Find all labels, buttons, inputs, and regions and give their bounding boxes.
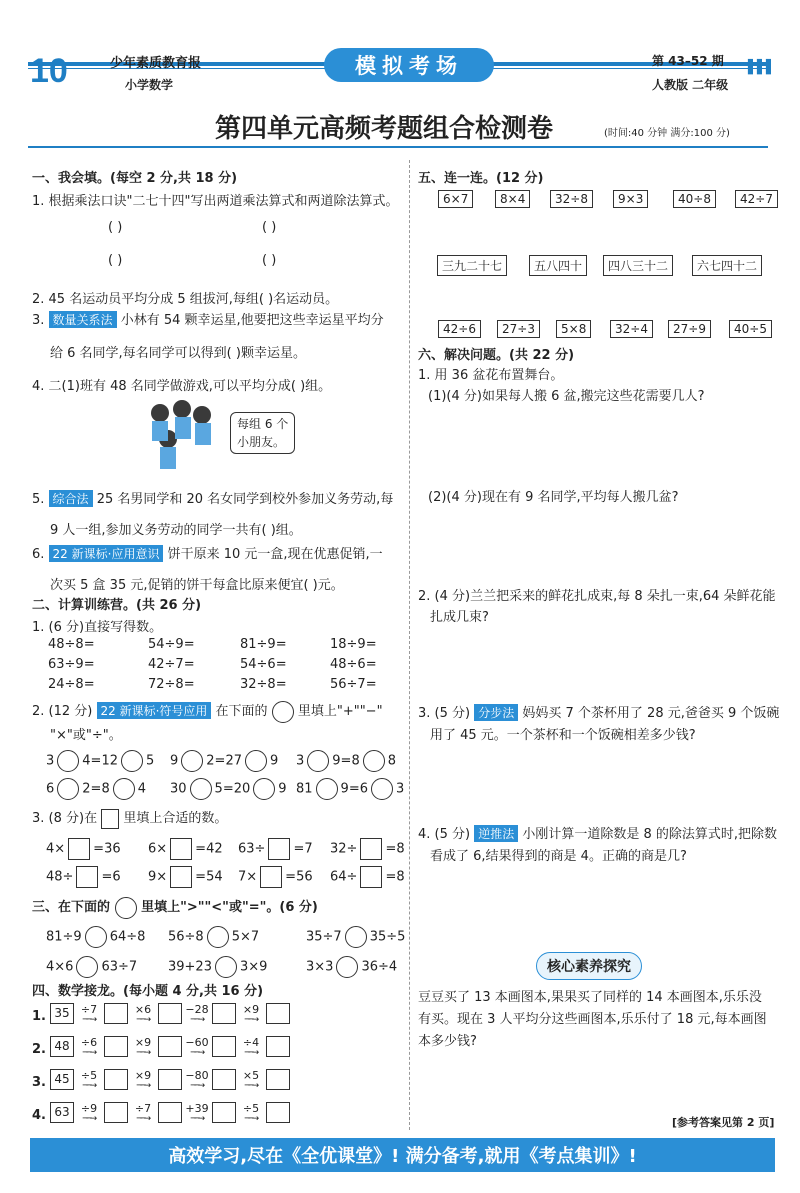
operand: 39+23 (168, 959, 212, 975)
arrow-icon: ──→ (244, 1048, 258, 1058)
operator-item (296, 750, 396, 772)
chain-step (128, 1070, 158, 1090)
chain-blank-box (266, 1003, 290, 1024)
chain-blank-box (266, 1102, 290, 1123)
section-4-heading: 四、数学接龙。(每小题 4 分,共 16 分) (32, 984, 264, 999)
match-top-item: 9×3 (613, 190, 648, 208)
section-1-heading: 一、我会填。(每空 2 分,共 18 分) (32, 171, 238, 186)
chain-number: 3. (32, 1075, 46, 1090)
match-top-item: 40÷8 (673, 190, 716, 208)
circle-placeholder (245, 750, 267, 772)
chain-step (74, 1070, 104, 1090)
footer-banner: 高效学习,尽在《全优课堂》! 满分备考,就用《考点集训》! (30, 1138, 775, 1172)
s6-q2-cont: 扎成几束? (430, 610, 489, 625)
chain-blank-box (212, 1069, 236, 1090)
chain-number: 4. (32, 1108, 46, 1123)
compare-item (306, 956, 397, 978)
chain-blank-box (212, 1102, 236, 1123)
operand: 32÷ (330, 841, 358, 857)
s2-q2: 2. (12 分) 22 新课标·符号应用 在下面的 里填上"+""−" (32, 700, 383, 723)
operand: =6 (101, 869, 121, 885)
number-chain (32, 1036, 290, 1057)
compare-item (46, 956, 137, 978)
circle-placeholder (76, 956, 98, 978)
answer-paren: ( ) (262, 220, 277, 235)
paper-name: 少年素质教育报 (110, 56, 202, 71)
s6-q2: 2. (4 分)兰兰把采来的鲜花扎成束,每 8 朵扎一束,64 朵鲜花能 (418, 589, 776, 604)
chain-step (128, 1103, 158, 1123)
box-placeholder (101, 809, 119, 829)
chain-step (182, 1103, 212, 1123)
operand: =8 (385, 869, 405, 885)
operand: 63÷7 (101, 959, 138, 975)
operand: 5=20 (214, 781, 251, 797)
compare-item (168, 926, 259, 948)
circle-placeholder (181, 750, 203, 772)
operand: 6 (46, 781, 55, 797)
arrow-icon: ──→ (190, 1015, 204, 1025)
chain-blank-box (158, 1069, 182, 1090)
chain-operator: ×9 (134, 1036, 152, 1049)
circle-placeholder (207, 926, 229, 948)
arrow-icon: ──→ (136, 1114, 150, 1124)
circle-placeholder (336, 956, 358, 978)
chain-blank-box (104, 1102, 128, 1123)
s6-q4-cont: 看成了 6,结果得到的商是 4。正确的商是几? (430, 849, 687, 864)
circle-placeholder (316, 778, 338, 800)
calc-item: 32÷8= (240, 677, 287, 692)
section-5-heading: 五、连一连。(12 分) (418, 171, 544, 186)
calc-item: 18÷9= (330, 637, 377, 652)
operand: 2=27 (206, 753, 242, 769)
arrow-icon: ──→ (82, 1081, 96, 1091)
operand: 81÷9 (46, 929, 82, 945)
match-bottom-item: 27÷9 (668, 320, 711, 338)
column-divider (409, 160, 410, 1130)
q-text: 小林有 54 颗幸运星,他要把这些幸运星平均分 (120, 313, 384, 328)
operand: 30 (170, 781, 187, 797)
chain-operator: ×9 (242, 1003, 260, 1016)
chain-step (182, 1070, 212, 1090)
number-chain (32, 1003, 290, 1024)
operand: 35÷7 (306, 929, 342, 945)
chain-blank-box (104, 1069, 128, 1090)
chain-step (182, 1004, 212, 1024)
operand: =8 (385, 841, 405, 857)
operand: =36 (93, 841, 121, 857)
calc-item: 42÷7= (148, 657, 195, 672)
circle-placeholder (57, 778, 79, 800)
fill-box-item (148, 866, 223, 888)
operand: 7× (238, 869, 258, 885)
chain-step (74, 1037, 104, 1057)
chain-start: 48 (50, 1036, 74, 1057)
fill-box-item (46, 866, 121, 888)
match-middle-item: 六七四十二 (692, 255, 762, 276)
arrow-icon: ──→ (136, 1015, 150, 1025)
subject: 小学数学 (125, 78, 174, 92)
title-rule (28, 146, 768, 148)
s6-q3-cont: 用了 45 元。一个茶杯和一个饭碗相差多少钱? (430, 728, 696, 743)
circle-placeholder (307, 750, 329, 772)
exam-meta: (时间:40 分钟 满分:100 分) (604, 128, 730, 139)
circle-placeholder (113, 778, 135, 800)
box-placeholder (170, 838, 192, 860)
chain-step (74, 1004, 104, 1024)
chain-number: 2. (32, 1042, 46, 1057)
s1-q3-cont: 给 6 名同学,每名同学可以得到( )颗幸运星。 (50, 346, 306, 361)
fill-box-item (148, 838, 223, 860)
chain-step (236, 1070, 266, 1090)
arrow-icon: ──→ (82, 1015, 96, 1025)
operand: 3 (296, 753, 305, 769)
chain-step (74, 1103, 104, 1123)
answer-reference: [参考答案见第 2 页] (672, 1116, 775, 1129)
s1-q3 (32, 309, 384, 328)
chain-operator: −60 (185, 1036, 209, 1049)
chain-start: 35 (50, 1003, 74, 1024)
speech-bubble: 每组 6 个 小朋友。 (230, 412, 295, 454)
match-top-item: 6×7 (438, 190, 473, 208)
method-tag: 22 新课标·符号应用 (97, 702, 212, 719)
match-top-item: 42÷7 (735, 190, 778, 208)
box-placeholder (170, 866, 192, 888)
compare-item (168, 956, 267, 978)
core-line-3: 本多少钱? (418, 1034, 477, 1049)
operand: 9 (278, 781, 287, 797)
box-placeholder (68, 838, 90, 860)
chain-operator: ×6 (134, 1003, 152, 1016)
s6-q1a: (1)(4 分)如果每人搬 6 盆,搬完这些花需要几人? (428, 389, 705, 404)
circle-placeholder (371, 778, 393, 800)
arrow-icon: ──→ (136, 1048, 150, 1058)
operand: =54 (195, 869, 223, 885)
match-middle-item: 三九二十七 (437, 255, 507, 276)
s2-q3: 3. (8 分)在 里填上合适的数。 (32, 807, 227, 829)
match-middle-item: 五八四十 (529, 255, 587, 276)
method-tag: 综合法 (49, 490, 93, 507)
core-line-2: 有买。现在 3 人平均分这些画图本,乐乐付了 18 元,每本画图 (418, 1012, 767, 1027)
answer-paren: ( ) (108, 253, 123, 268)
chain-step (182, 1037, 212, 1057)
s2-q1: 1. (6 分)直接写得数。 (32, 620, 163, 635)
operand: 4=12 (82, 753, 118, 769)
fill-box-item (330, 838, 405, 860)
s6-q3: 3. (5 分) 分步法 妈妈买 7 个茶杯用了 28 元,爸爸买 9 个饭碗 (418, 706, 780, 721)
arrow-icon: ──→ (244, 1081, 258, 1091)
q-number: 3. (32, 313, 45, 328)
chain-start: 63 (50, 1102, 74, 1123)
s1-q5-cont: 9 人一组,参加义务劳动的同学一共有( )组。 (50, 523, 302, 538)
circle-placeholder (115, 897, 137, 919)
operand: 3×3 (306, 959, 334, 975)
method-tag: 逆推法 (474, 825, 518, 842)
fill-box-item (330, 866, 405, 888)
match-bottom-item: 32÷4 (610, 320, 653, 338)
operand: 63÷ (238, 841, 266, 857)
answer-paren: ( ) (262, 253, 277, 268)
s1-q2: 2. 45 名运动员平均分成 5 组拔河,每组( )名运动员。 (32, 292, 339, 307)
calc-item: 48÷6= (330, 657, 377, 672)
s6-q1b: (2)(4 分)现在有 9 名同学,平均每人搬几盆? (428, 490, 679, 505)
match-middle-item: 四八三十二 (603, 255, 673, 276)
arrow-icon: ──→ (136, 1081, 150, 1091)
calc-item: 63÷9= (48, 657, 95, 672)
chain-start: 45 (50, 1069, 74, 1090)
method-tag: 分步法 (474, 704, 518, 721)
arrow-icon: ──→ (190, 1081, 204, 1091)
operand: 35÷5 (369, 929, 406, 945)
banner: 模拟考场 (324, 48, 494, 82)
operand: 3 (46, 753, 55, 769)
box-placeholder (360, 866, 382, 888)
operand: 5×7 (231, 929, 260, 945)
chain-operator: ×5 (242, 1069, 260, 1082)
edition: 人教版 二年级 (652, 78, 729, 92)
s1-q6: 6. 22 新课标·应用意识 饼干原来 10 元一盒,现在优惠促销,一 (32, 547, 383, 562)
s1-q4: 4. 二(1)班有 48 名同学做游戏,可以平均分成( )组。 (32, 379, 332, 394)
chain-blank-box (104, 1036, 128, 1057)
chain-operator: ÷4 (242, 1036, 260, 1049)
calc-item: 56÷7= (330, 677, 377, 692)
operand: 9 (170, 753, 179, 769)
chain-operator: ÷6 (80, 1036, 98, 1049)
chain-blank-box (104, 1003, 128, 1024)
chain-step (128, 1037, 158, 1057)
operator-item (296, 778, 404, 800)
stripes-decoration: ▌▌▌ (748, 60, 775, 75)
circle-placeholder (363, 750, 385, 772)
calc-item: 48÷8= (48, 637, 95, 652)
arrow-icon: ──→ (244, 1015, 258, 1025)
operand: 9=8 (332, 753, 360, 769)
chain-blank-box (158, 1003, 182, 1024)
page-number: 10 (30, 52, 68, 90)
number-chain (32, 1102, 290, 1123)
calc-item: 54÷9= (148, 637, 195, 652)
circle-placeholder (85, 926, 107, 948)
section-3-heading: 三、在下面的 里填上">""<"或"="。(6 分) (32, 896, 318, 919)
calc-item: 54÷6= (240, 657, 287, 672)
operand: =7 (293, 841, 313, 857)
issue-range: 第 43–52 期 (652, 54, 724, 68)
chain-operator: ×9 (134, 1069, 152, 1082)
operator-item (170, 778, 287, 800)
core-literacy-badge: 核心素养探究 (536, 952, 642, 980)
s6-q1: 1. 用 36 盆花布置舞台。 (418, 368, 564, 383)
operator-item (170, 750, 278, 772)
operand: 4 (137, 781, 146, 797)
box-placeholder (268, 838, 290, 860)
operand: 36÷4 (361, 959, 398, 975)
method-tag: 22 新课标·应用意识 (49, 545, 164, 562)
chain-operator: ÷5 (80, 1069, 98, 1082)
s1-q5: 5. 综合法 25 名男同学和 20 名女同学到校外参加义务劳动,每 (32, 492, 394, 507)
operand: 9=6 (340, 781, 368, 797)
chain-blank-box (266, 1069, 290, 1090)
operand: 64÷8 (109, 929, 146, 945)
match-top-item: 32÷8 (550, 190, 593, 208)
chain-step (128, 1004, 158, 1024)
box-placeholder (76, 866, 98, 888)
match-bottom-item: 5×8 (556, 320, 591, 338)
circle-placeholder (190, 778, 212, 800)
arrow-icon: ──→ (190, 1048, 204, 1058)
chain-step (236, 1103, 266, 1123)
operand: 3 (395, 781, 405, 797)
circle-placeholder (272, 701, 294, 723)
fill-box-item (238, 866, 313, 888)
core-line-1: 豆豆买了 13 本画图本,果果买了同样的 14 本画图本,乐乐没 (418, 990, 762, 1005)
circle-placeholder (253, 778, 275, 800)
calc-item: 81÷9= (240, 637, 287, 652)
circle-placeholder (345, 926, 367, 948)
chain-operator: −80 (185, 1069, 209, 1082)
page-title: 第四单元高频考题组合检测卷 (215, 114, 554, 144)
match-bottom-item: 27÷3 (497, 320, 540, 338)
s1-q6-cont: 次买 5 盒 35 元,促销的饼干每盒比原来便宜( )元。 (50, 578, 344, 593)
chain-blank-box (212, 1003, 236, 1024)
arrow-icon: ──→ (244, 1114, 258, 1124)
chain-operator: ÷7 (134, 1102, 152, 1115)
answer-paren: ( ) (108, 220, 123, 235)
match-bottom-item: 42÷6 (438, 320, 481, 338)
operand: 3×9 (239, 959, 268, 975)
box-placeholder (260, 866, 282, 888)
chain-operator: +39 (185, 1102, 209, 1115)
children-illustration (140, 395, 230, 480)
compare-item (306, 926, 405, 948)
operand: 9 (270, 753, 279, 769)
circle-placeholder (57, 750, 79, 772)
match-bottom-item: 40÷5 (729, 320, 772, 338)
arrow-icon: ──→ (82, 1114, 96, 1124)
operand: 2=8 (82, 781, 110, 797)
s2-q2-cont: "×"或"÷"。 (50, 728, 122, 743)
circle-placeholder (215, 956, 237, 978)
arrow-icon: ──→ (190, 1114, 204, 1124)
fill-box-item (46, 838, 121, 860)
chain-blank-box (212, 1036, 236, 1057)
operand: 6× (148, 841, 168, 857)
compare-item (46, 926, 145, 948)
operand: 56÷8 (168, 929, 204, 945)
operand: =56 (285, 869, 313, 885)
operand: 4×6 (46, 959, 74, 975)
section-6-heading: 六、解决问题。(共 22 分) (418, 348, 575, 363)
chain-operator: ÷5 (242, 1102, 260, 1115)
operator-item (46, 750, 154, 772)
calc-item: 24÷8= (48, 677, 95, 692)
chain-operator: ÷9 (80, 1102, 98, 1115)
operand: 5 (146, 753, 155, 769)
method-tag: 数量关系法 (49, 311, 117, 328)
number-chain (32, 1069, 290, 1090)
fill-box-item (238, 838, 313, 860)
calc-item: 72÷8= (148, 677, 195, 692)
operand: 48÷ (46, 869, 74, 885)
chain-number: 1. (32, 1009, 46, 1024)
box-placeholder (360, 838, 382, 860)
section-2-heading: 二、计算训练营。(共 26 分) (32, 598, 202, 613)
operand: =42 (195, 841, 223, 857)
chain-step (236, 1037, 266, 1057)
operand: 64÷ (330, 869, 358, 885)
chain-blank-box (266, 1036, 290, 1057)
arrow-icon: ──→ (82, 1048, 96, 1058)
operand: 4× (46, 841, 66, 857)
operator-item (46, 778, 146, 800)
match-top-item: 8×4 (495, 190, 530, 208)
operand: 81 (296, 781, 313, 797)
s6-q4: 4. (5 分) 逆推法 小刚计算一道除数是 8 的除法算式时,把除数 (418, 827, 778, 842)
chain-blank-box (158, 1102, 182, 1123)
chain-step (236, 1004, 266, 1024)
chain-operator: −28 (185, 1003, 209, 1016)
circle-placeholder (121, 750, 143, 772)
chain-blank-box (158, 1036, 182, 1057)
chain-operator: ÷7 (80, 1003, 98, 1016)
operand: 8 (387, 753, 396, 769)
s1-q1: 1. 根据乘法口诀"二七十四"写出两道乘法算式和两道除法算式。 (32, 194, 399, 209)
operand: 9× (148, 869, 168, 885)
